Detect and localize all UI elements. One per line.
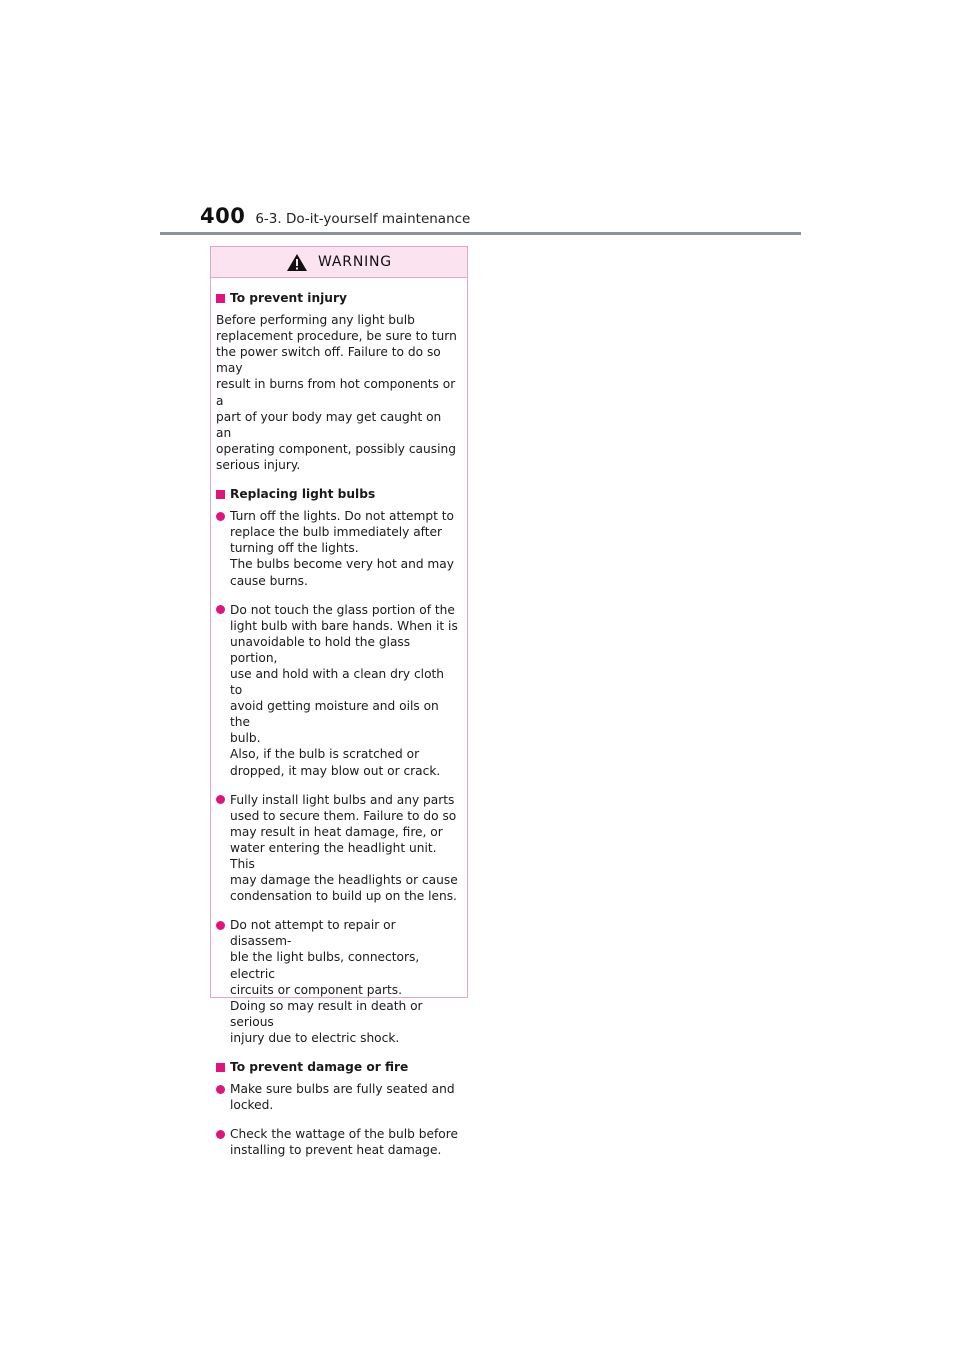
section-title: 6-3. Do-it-yourself maintenance [255,211,471,227]
square-bullet-icon [216,490,225,499]
warning-triangle-icon [286,253,308,272]
round-bullet-icon [216,795,225,804]
warning-box [210,246,468,1158]
warning-body [211,278,467,1159]
subheading-replacing-light-bulbs: Replacing light bulbs [216,486,459,502]
list-item: Check the wattage of the bulb before installing to prevent heat damage. [216,1126,459,1158]
warning-title: WARNING [318,254,392,270]
warning-header [211,247,467,278]
round-bullet-icon [216,1085,225,1094]
list-item: Make sure bulbs are fully seated and locked. [216,1081,459,1113]
round-bullet-icon [216,1130,225,1139]
square-bullet-icon [216,294,225,303]
round-bullet-icon [216,605,225,614]
square-bullet-icon [216,1063,225,1072]
paragraph-power-switch: Before performing any light bulb replacement procedure, be sure to turn the power switch off. Failure to do so may result in burns from hot components or a part of your body may get caught on an operating component, possibly causing serious injury. [216,313,457,472]
page-header [200,204,470,228]
subheading-to-prevent-damage-or-fire: To prevent damage or fire [216,1059,459,1075]
list-item: Fully install light bulbs and any parts used to secure them. Failure to do so may result in heat damage, fire, or water entering the headlight unit. This may damage the headlights or cause condensation to build up on the lens. [216,792,459,905]
page-number: 400 [200,204,246,228]
subheading-to-prevent-injury: To prevent injury [216,290,459,306]
round-bullet-icon [216,921,225,930]
round-bullet-icon [216,512,225,521]
list-item: Do not attempt to repair or disassem- ble the light bulbs, connectors, electric circuits or component parts. Doing so may result in death or serious injury due to electric shock. [216,917,459,1046]
list-item: Turn off the lights. Do not attempt to replace the bulb immediately after turning off the lights. The bulbs become very hot and may cause burns. [216,508,459,588]
header-divider [160,232,801,235]
list-item: Do not touch the glass portion of the light bulb with bare hands. When it is unavoidable to hold the glass portion, use and hold with a clean dry cloth to avoid getting moisture and oils on the bulb. Also, if the bulb is scratched or dropped, it may blow out or crack. [216,602,459,779]
